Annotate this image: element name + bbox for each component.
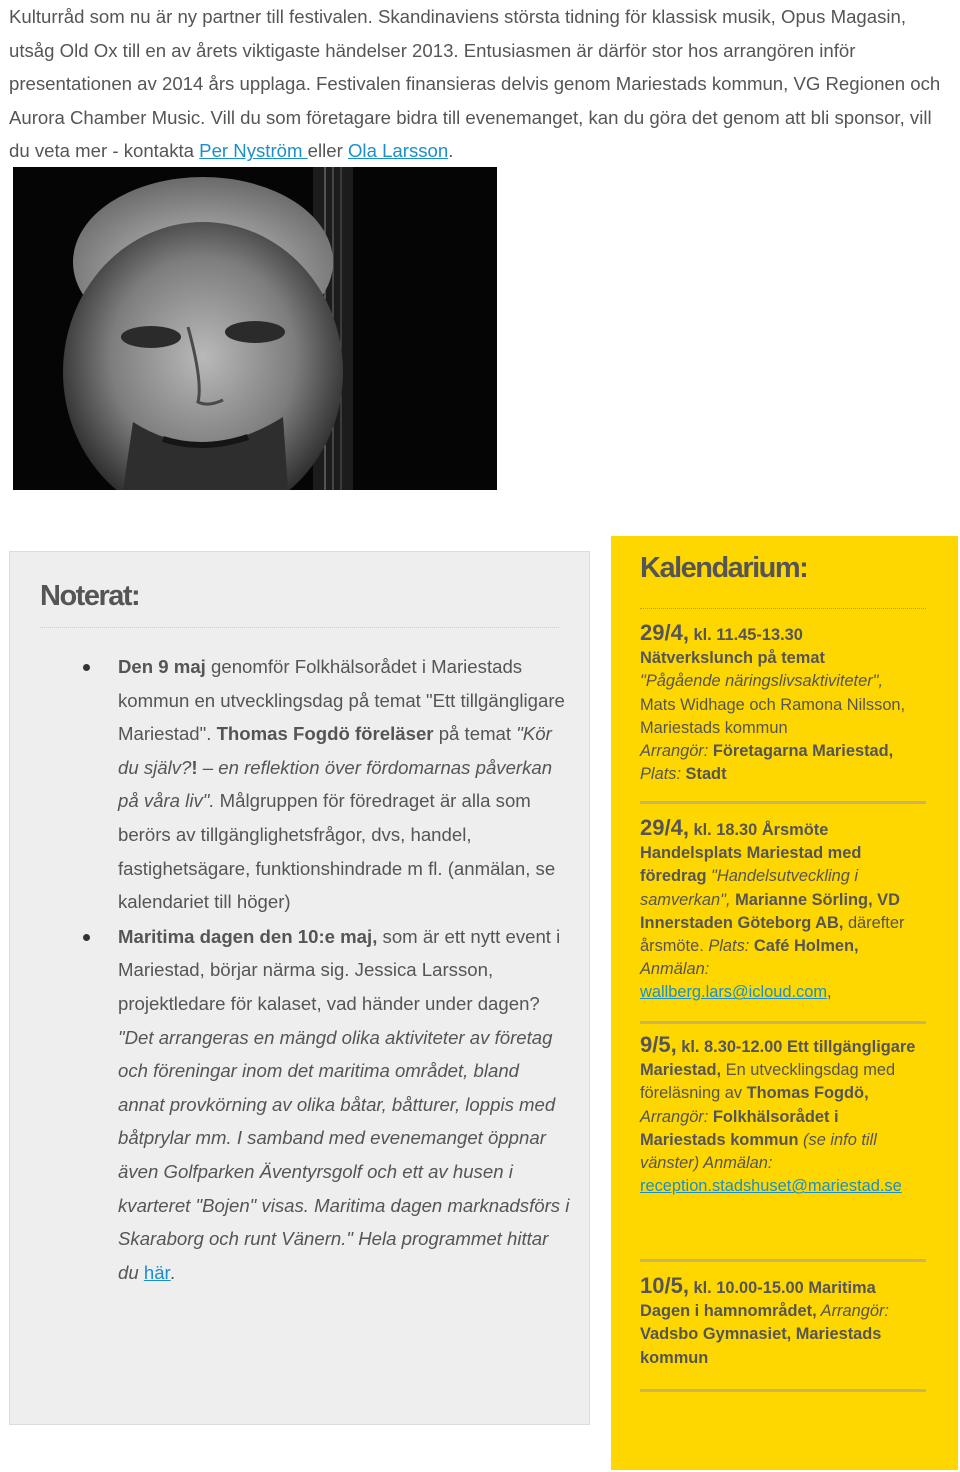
event-organizer: Vadsbo Gymnasiet, Mariestads kommun [640, 1325, 882, 1367]
notes-item2-text: som är ett nytt event i Mariestad, börjar närma sig. Jessica Larsson, projektledare för kalaset, vad händer under dagen? [118, 925, 561, 1014]
event-date: 29/4, [640, 815, 689, 840]
event-title: Nätverkslunch på temat [640, 649, 825, 668]
notes-item1-text-2: på temat [433, 723, 517, 745]
event-title: kl. 18.30 Årsmöte Handelsplats Mariestad med föredrag [640, 821, 862, 886]
event-place-label: Plats: [640, 765, 681, 784]
event-comma: , [827, 983, 832, 1002]
notes-item1-date: Den 9 maj [118, 656, 206, 677]
notes-item2-quote: "Det arrangeras en mängd olika aktiviteter av företag och föreningar inom det maritima området, bland annat provkörning av olika båtar, båtturer, loppis med båtprylar mm. I samband med evenemanget öppnar även Golfparken Äventyrsgolf och ett av husen i kvarteret "Bojen" visas. Maritima dagen marknadsförs i Skaraborg och runt Vänern." Hela programmet hittar du [118, 1026, 570, 1283]
event-place-label: Plats: [703, 937, 750, 956]
calendar-event-3 [640, 1033, 927, 1198]
event-organizer-label: Arrangör: [640, 742, 709, 761]
signup-email-link[interactable]: reception.stadshuset@mariestad.se [640, 1177, 902, 1196]
notes-item2-title: Maritima dagen den 10:e maj, [118, 925, 378, 947]
calendar-divider [640, 608, 926, 609]
calendar-panel [611, 536, 958, 1470]
intro-text-2: eller [307, 140, 348, 162]
contact-link-per-nystrom[interactable]: Per Nyström [199, 140, 308, 162]
event-theme: "Pågående näringslivsaktiviteter", [640, 672, 884, 691]
signup-email-link[interactable]: wallberg.lars@icloud.com [640, 983, 827, 1002]
bullet-icon [83, 664, 90, 671]
calendar-event-1 [640, 621, 927, 786]
notes-item2-end: . [170, 1261, 176, 1283]
calendar-separator [640, 1389, 926, 1392]
intro-text-3: . [448, 140, 454, 162]
event-title: kl. 10.00-15.00 Maritima Dagen i hamnområdet, [640, 1279, 876, 1321]
notes-item1-exclaim: ! [191, 756, 198, 778]
calendar-event-4 [640, 1274, 927, 1370]
contact-link-ola-larsson[interactable]: Ola Larsson [347, 140, 449, 162]
event-place: Café Holmen, [749, 937, 859, 956]
event-description: En utvecklingsdag med föreläsning av [640, 1061, 896, 1103]
event-signup-label: (se info till vänster) Anmälan: [640, 1130, 877, 1173]
program-link[interactable]: här [143, 1261, 171, 1283]
event-organizer-label: Arrangör: [816, 1302, 889, 1321]
calendar-separator [640, 801, 926, 804]
notes-panel [9, 551, 590, 1425]
event-date: 29/4, [640, 620, 689, 645]
event-signup-label: Anmälan: [640, 960, 710, 979]
calendar-title: Kalendarium: [640, 552, 808, 584]
event-organizer: Företagarna Mariestad, [708, 742, 894, 761]
event-organizer-label: Arrangör: [640, 1107, 709, 1126]
notes-item1-text: genomför Folkhälsorådet i Mariestads kommun en utvecklingsdag på temat "Ett tillgängligare Mariestad". [118, 656, 565, 745]
event-speaker: Thomas Fogdö, [742, 1084, 869, 1103]
event-date: 9/5, [640, 1032, 677, 1057]
notes-item1-theme-2: – en reflektion över fördomarnas påverkan på våra liv". [118, 756, 553, 812]
intro-text-1: Kulturråd som nu är ny partner till festivalen. Skandinaviens största tidning för klassisk musik, Opus Magasin, utsåg Old Ox till en av årets viktigaste händelser 2013. Entusiasmen är därför stor hos arrangören inför presentationen av 2014 års upplaga. Festivalen finansieras delvis genom Mariestads kommun, VG Regionen och Aurora Chamber Music. Vill du som företagare bidra till evenemanget, kan du göra det genom att bli sponsor, vill du veta mer - kontakta [9, 6, 941, 162]
notes-list [10, 650, 570, 1290]
notes-item1-text-3: Målgruppen för föredraget är alla som berörs av tillgänglighetsfrågor, dvs, handel, fastighetsägare, funktionshindrade m fl. (anmälan, se kalendariet till höger) [118, 790, 556, 913]
notes-item-maritime-day [10, 920, 570, 1290]
event-place: Stadt [681, 765, 727, 784]
event-organizer: Folkhälsorådet i Mariestads kommun [640, 1107, 839, 1149]
notes-divider [40, 627, 559, 628]
event-speakers: Mats Widhage och Ramona Nilsson, Mariestads kommun [640, 695, 906, 737]
event-time: kl. 11.45-13.30 [688, 626, 803, 644]
event-theme: "Handelsutveckling i samverkan", [640, 867, 859, 909]
event-speaker: Marianne Sörling, VD Innerstaden Göteborg AB, [640, 890, 900, 932]
portrait-photo [13, 167, 497, 490]
calendar-separator [640, 1259, 926, 1262]
bullet-icon [83, 934, 90, 941]
event-note: därefter årsmöte. [640, 913, 905, 956]
notes-item-health-day [10, 650, 570, 919]
intro-paragraph [9, 0, 954, 168]
event-date: 10/5, [640, 1273, 689, 1298]
event-title: kl. 8.30-12.00 Ett tillgängligare Mariestad, [640, 1038, 916, 1080]
notes-item1-theme: "Kör du själv? [118, 723, 552, 778]
notes-item1-speaker: Thomas Fogdö föreläser [216, 723, 434, 745]
notes-title: Noterat: [40, 580, 140, 612]
calendar-separator [640, 1021, 926, 1024]
calendar-event-2 [640, 816, 927, 1005]
